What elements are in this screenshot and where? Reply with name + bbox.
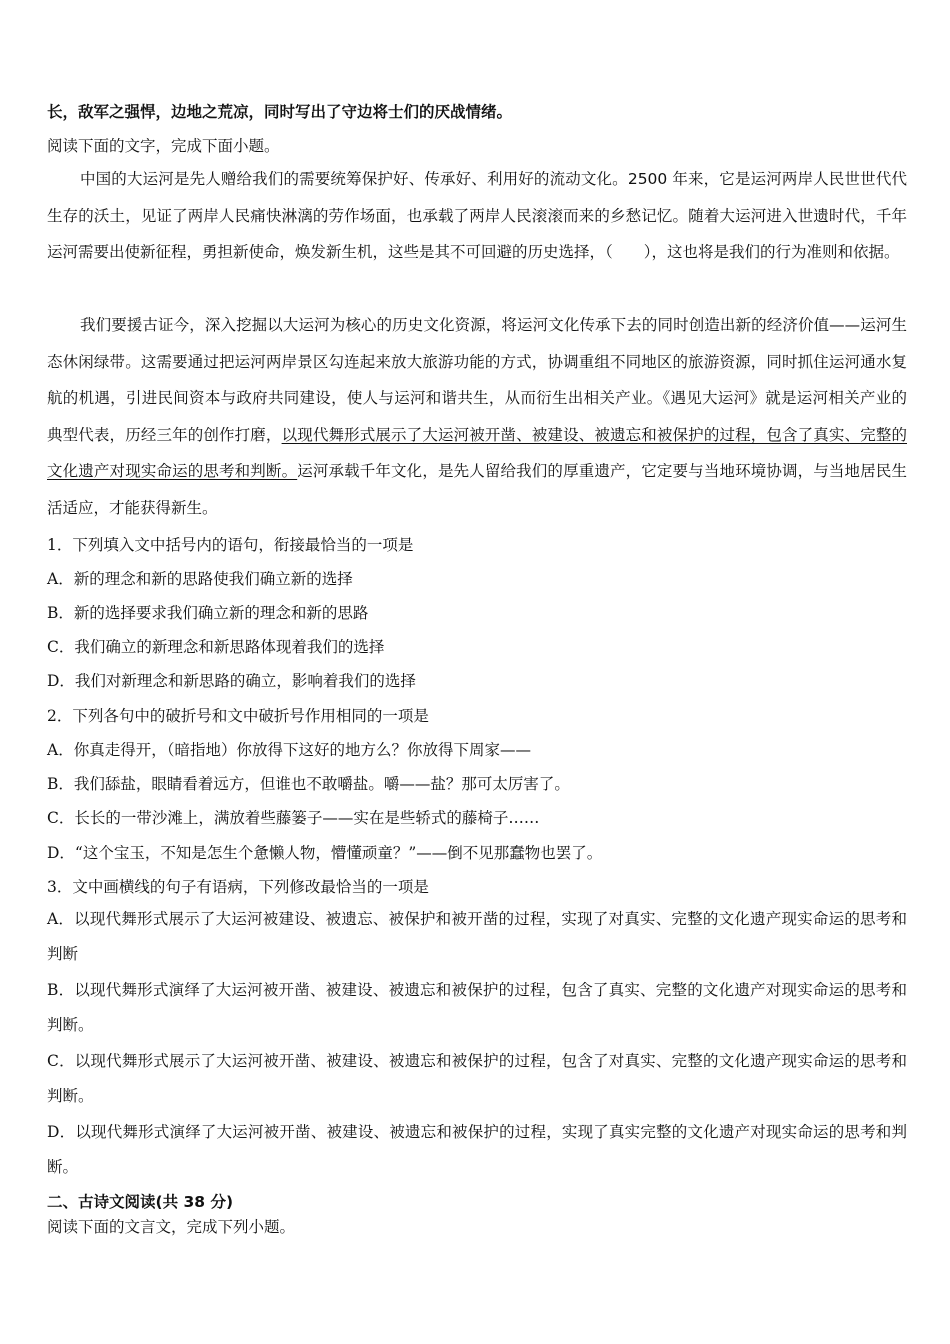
question-1-option-b: B．新的选择要求我们确立新的理念和新的思路 [47, 604, 369, 622]
question-1-option-c: C．我们确立的新理念和新思路体现着我们的选择 [47, 638, 385, 656]
passage-paragraph-1: 中国的大运河是先人赠给我们的需要统筹保护好、传承好、利用好的流动文化。2500 年来，它是运河两岸人民世世代代生存的沃土，见证了两岸人民痛快淋漓的劳作场面，也承载了两岸人民滚滚而来的乡愁记忆。随着大运河进入世遗时代，千年运河需要出使新征程，勇担新使命，焕发新生机，这些是其不可回避的历史选择，（ ），这也将是我们的行为准则和依据。 [47, 170, 907, 262]
passage-p2-text: 我们要援古证今，深入挖掘以大运河为核心的历史文化资源，将运河文化传承下去的同时创造出新的经济价值——运河生态休闲绿带。这需要通过把运河两岸景区勾连起来放大旅游功能的方式，协调重组不同地区的旅游资源，同时抓住运河通水复航的机遇，引进民间资本与政府共同建设，使人与运河和谐共生，从而衍生出相关产业。《遇见大运河》就是运河相关产业的典型代表，历经三年的创作打磨， [47, 316, 907, 444]
question-3-option-b: B．以现代舞形式演绎了大运河被开凿、被建设、被遗忘和被保护的过程，包含了真实、完整的文化遗产对现实命运的思考和判断。 [47, 981, 907, 1034]
question-2-option-c: C．长长的一带沙滩上，满放着些藤篓子——实在是些轿式的藤椅子…… [47, 809, 540, 827]
underlined-sentence: 以现代舞形式展示了大运河被开凿、被建设、被遗忘和被保护的过程，包含了真实、完整的文化遗产对现实命运的思考和判断。 [47, 425, 907, 481]
question-2-stem: 2．下列各句中的破折号和文中破折号作用相同的一项是 [47, 707, 429, 725]
section-2-heading: 二、古诗文阅读(共 38 分) [47, 1193, 234, 1211]
question-2-option-a: A．你真走得开，（暗指地）你放得下这好的地方么？你放得下周家—— [47, 741, 531, 759]
reading-intro: 阅读下面的文字，完成下面小题。 [47, 137, 280, 155]
question-3-option-c: C．以现代舞形式展示了大运河被开凿、被建设、被遗忘和被保护的过程，包含了对真实、完整的文化遗产现实命运的思考和判断。 [47, 1052, 907, 1105]
question-2-option-d: D．“这个宝玉，不知是怎生个惫懒人物，懵懂顽童？”——倒不见那蠢物也罢了。 [47, 844, 603, 862]
top-line: 长，敌军之强悍，边地之荒凉，同时写出了守边将士们的厌战情绪。 [47, 102, 513, 121]
question-1-option-a: A．新的理念和新的思路使我们确立新的选择 [47, 570, 353, 588]
question-2-option-b: B．我们舔盐，眼睛看着远方，但谁也不敢嚼盐。嚼——盐？那可太厉害了。 [47, 775, 570, 793]
question-3-stem: 3．文中画横线的句子有语病，下列修改最恰当的一项是 [47, 878, 429, 896]
section-2-intro: 阅读下面的文言文，完成下列小题。 [47, 1218, 296, 1236]
question-3-option-a: A．以现代舞形式展示了大运河被建设、被遗忘、被保护和被开凿的过程，实现了对真实、完整的文化遗产现实命运的思考和判断 [47, 910, 907, 963]
question-3-option-d: D．以现代舞形式演绎了大运河被开凿、被建设、被遗忘和被保护的过程，实现了真实完整的文化遗产对现实命运的思考和判断。 [47, 1123, 907, 1176]
passage-paragraph-2 [47, 307, 907, 527]
passage-p2-tail: 运河承载千年文化，是先人留给我们的厚重遗产，它定要与当地环境协调，与当地居民生活适应，才能获得新生。 [47, 462, 907, 517]
question-1-stem: 1．下列填入文中括号内的语句，衔接最恰当的一项是 [47, 536, 414, 554]
question-1-option-d: D．我们对新理念和新思路的确立，影响着我们的选择 [47, 672, 416, 690]
